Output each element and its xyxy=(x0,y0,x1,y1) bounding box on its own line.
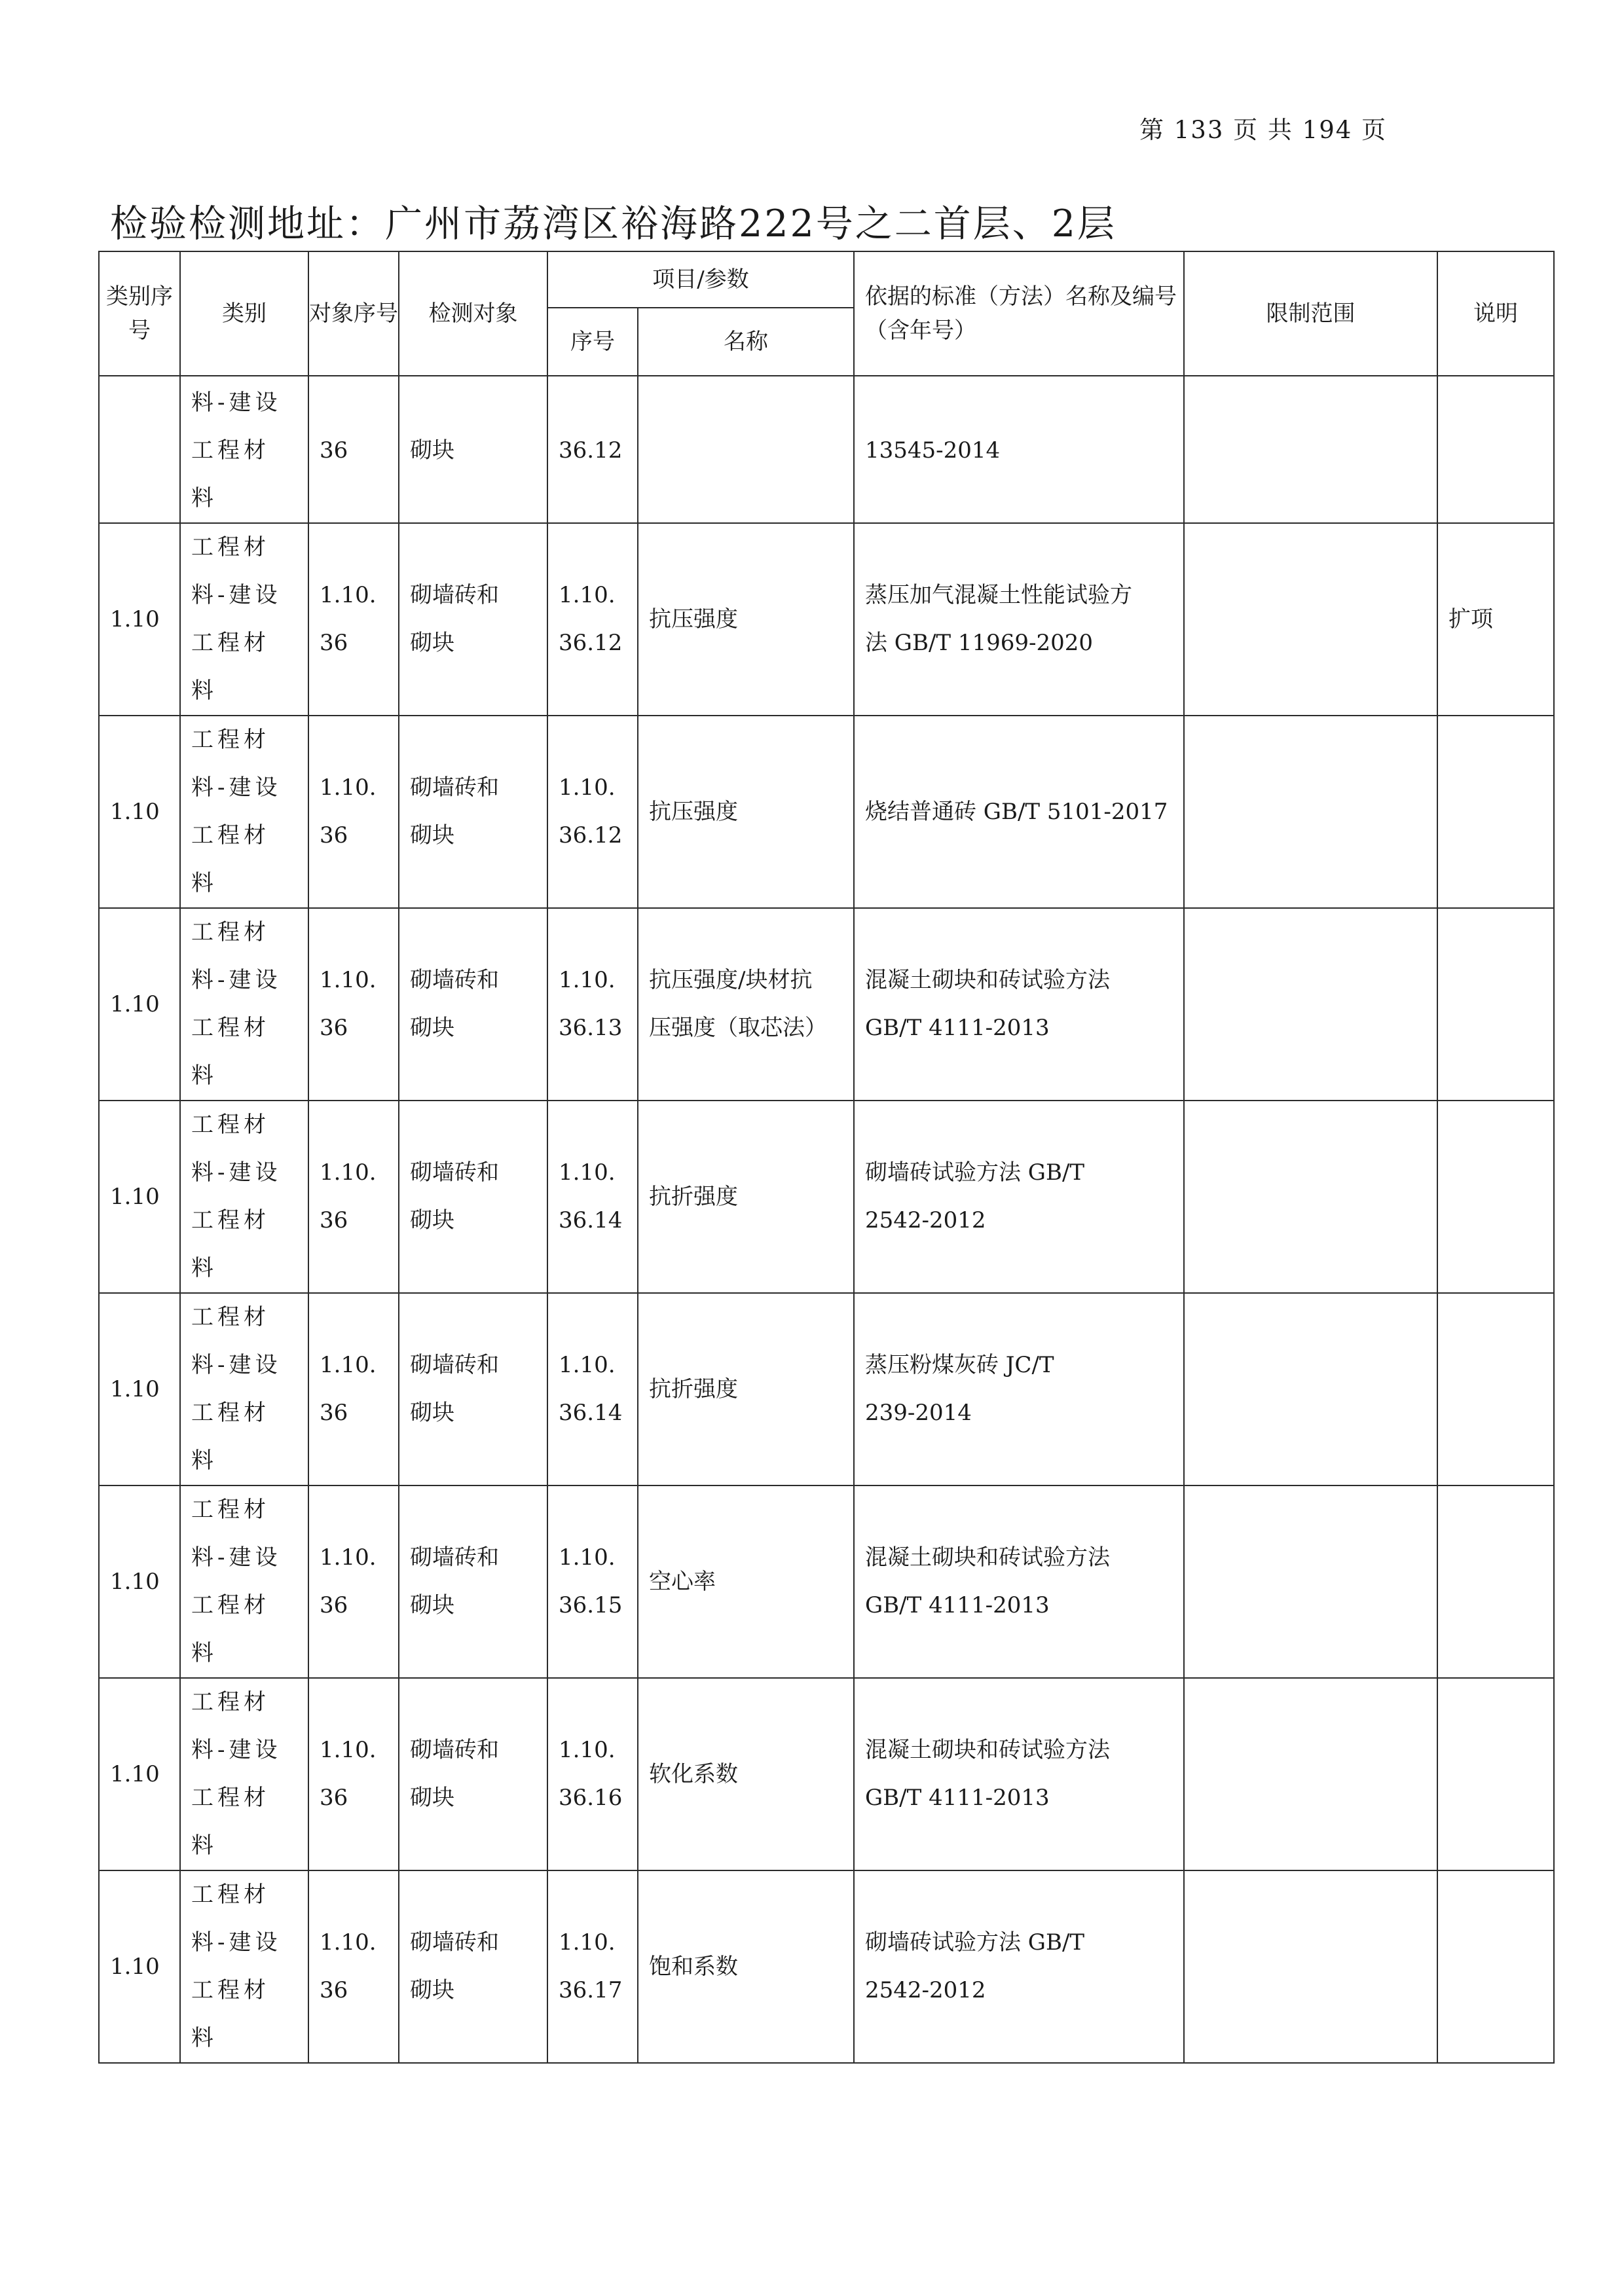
object-no-cell-line: 36 xyxy=(320,437,348,464)
item-no-cell xyxy=(547,1101,638,1293)
category-cell xyxy=(180,523,308,716)
category-cell-line: 料 xyxy=(191,485,217,511)
table-row xyxy=(99,1485,1554,1678)
category-cell-line: 料 xyxy=(191,1832,217,1859)
object-cell xyxy=(399,1485,547,1678)
limit-cell xyxy=(1184,1101,1437,1293)
category-no-cell: 1.10 xyxy=(99,1870,180,2063)
standard-cell-line: 239-2014 xyxy=(865,1400,972,1426)
category-cell-line: 工程材 xyxy=(191,1977,270,2003)
item-no-cell-line: 36.17 xyxy=(559,1977,623,2003)
standard-cell xyxy=(854,1485,1184,1678)
item-name-cell xyxy=(638,1678,854,1870)
standard-cell-line: 2542-2012 xyxy=(865,1977,986,2003)
item-no-cell-line: 1.10. xyxy=(559,774,616,801)
item-name-cell-line: 抗折强度 xyxy=(649,1376,738,1402)
category-cell-line: 料-建设 xyxy=(191,1929,282,1956)
object-no-cell xyxy=(308,1101,399,1293)
item-name-cell-line: 抗压强度/块材抗 xyxy=(649,967,813,993)
object-cell xyxy=(399,1870,547,2063)
item-no-cell xyxy=(547,1870,638,2063)
category-cell-line: 工程材 xyxy=(191,630,270,656)
object-no-cell-line: 36 xyxy=(320,1207,348,1233)
category-cell-line: 工程材 xyxy=(191,1207,270,1233)
note-cell xyxy=(1437,376,1554,523)
category-cell-line: 料 xyxy=(191,2025,217,2051)
table-row xyxy=(99,716,1554,908)
standard-cell xyxy=(854,376,1184,523)
item-no-cell-line: 36.12 xyxy=(559,822,623,848)
category-cell-line: 料-建设 xyxy=(191,774,282,801)
category-cell-line: 料 xyxy=(191,678,217,704)
limit-cell xyxy=(1184,908,1437,1101)
item-name-cell-line: 抗折强度 xyxy=(649,1183,738,1210)
object-cell-line: 砌墙砖和 xyxy=(410,1544,499,1571)
object-no-cell xyxy=(308,1678,399,1870)
category-cell-line: 料 xyxy=(191,1448,217,1474)
category-cell-line: 工程材 xyxy=(191,1785,270,1811)
table-row xyxy=(99,1870,1554,2063)
category-no-cell: 1.10 xyxy=(99,908,180,1101)
category-no-cell: 1.10 xyxy=(99,1101,180,1293)
category-cell xyxy=(180,1293,308,1485)
object-cell xyxy=(399,1101,547,1293)
table-row xyxy=(99,523,1554,716)
limit-cell xyxy=(1184,1678,1437,1870)
category-cell-line: 工程材 xyxy=(191,437,270,464)
standard-cell-line: 砌墙砖试验方法 GB/T xyxy=(865,1929,1085,1956)
table-body xyxy=(99,376,1554,2063)
object-no-cell-line: 1.10. xyxy=(320,1159,377,1186)
note-cell xyxy=(1437,908,1554,1101)
item-no-cell-line: 36.16 xyxy=(559,1785,623,1811)
object-cell xyxy=(399,908,547,1101)
category-cell xyxy=(180,1678,308,1870)
item-no-cell xyxy=(547,1678,638,1870)
testing-address: 检验检测地址：广州市荔湾区裕海路222号之二首层、2层 xyxy=(110,202,1117,246)
category-cell-line: 料 xyxy=(191,1255,217,1281)
category-cell-line: 料-建设 xyxy=(191,582,282,608)
object-no-cell-line: 1.10. xyxy=(320,582,377,608)
item-no-cell-line: 36.14 xyxy=(559,1400,623,1426)
standard-cell-line: 蒸压加气混凝土性能试验方 xyxy=(865,582,1132,608)
object-no-cell xyxy=(308,1870,399,2063)
object-cell xyxy=(399,523,547,716)
object-cell xyxy=(399,1293,547,1485)
object-cell-line: 砌墙砖和 xyxy=(410,1929,499,1956)
standard-cell-line: 砌墙砖试验方法 GB/T xyxy=(865,1159,1085,1186)
item-no-cell xyxy=(547,908,638,1101)
object-no-cell-line: 1.10. xyxy=(320,774,377,801)
category-no-cell: 1.10 xyxy=(99,523,180,716)
category-no-cell: 1.10 xyxy=(99,716,180,908)
category-cell-line: 料-建设 xyxy=(191,1352,282,1378)
category-cell-line: 工程材 xyxy=(191,1497,270,1523)
object-cell xyxy=(399,376,547,523)
standard-cell-line: 混凝土砌块和砖试验方法 xyxy=(865,1544,1110,1571)
standard-cell-line: 混凝土砌块和砖试验方法 xyxy=(865,1737,1110,1763)
category-cell-line: 工程材 xyxy=(191,534,270,560)
standard-cell-line: 蒸压粉煤灰砖 JC/T xyxy=(865,1352,1054,1378)
table-row xyxy=(99,908,1554,1101)
category-cell-line: 工程材 xyxy=(191,1689,270,1715)
standard-cell-line: GB/T 4111-2013 xyxy=(865,1592,1050,1618)
object-no-cell-line: 36 xyxy=(320,1400,348,1426)
object-no-cell xyxy=(308,376,399,523)
object-cell-line: 砌块 xyxy=(410,1207,454,1233)
object-no-cell-line: 36 xyxy=(320,630,348,656)
object-no-cell-line: 36 xyxy=(320,1977,348,2003)
item-name-cell-line: 软化系数 xyxy=(649,1760,738,1787)
category-cell-line: 工程材 xyxy=(191,1592,270,1618)
category-cell-line: 料-建设 xyxy=(191,1159,282,1186)
category-cell-line: 料 xyxy=(191,1640,217,1666)
category-cell-line: 工程材 xyxy=(191,919,270,945)
item-name-cell xyxy=(638,908,854,1101)
header-standard: 依据的标准（方法）名称及编号（含年号） xyxy=(854,251,1184,376)
category-cell xyxy=(180,1485,308,1678)
standard-cell-line: 烧结普通砖 GB/T 5101-2017 xyxy=(865,798,1168,825)
standard-cell-line: GB/T 4111-2013 xyxy=(865,1015,1050,1041)
item-no-cell-line: 1.10. xyxy=(559,967,616,993)
object-cell-line: 砌块 xyxy=(410,630,454,656)
item-name-cell xyxy=(638,716,854,908)
standard-cell xyxy=(854,1870,1184,2063)
category-no-cell: 1.10 xyxy=(99,1678,180,1870)
category-cell-line: 工程材 xyxy=(191,727,270,753)
note-cell xyxy=(1437,1101,1554,1293)
item-no-cell-line: 1.10. xyxy=(559,1929,616,1956)
object-no-cell-line: 36 xyxy=(320,1592,348,1618)
object-no-cell-line: 1.10. xyxy=(320,967,377,993)
category-cell-line: 料-建设 xyxy=(191,1544,282,1571)
object-no-cell-line: 1.10. xyxy=(320,1352,377,1378)
object-no-cell xyxy=(308,716,399,908)
category-cell xyxy=(180,1101,308,1293)
object-cell-line: 砌块 xyxy=(410,1977,454,2003)
table-row xyxy=(99,1678,1554,1870)
standard-cell-line: 混凝土砌块和砖试验方法 xyxy=(865,967,1110,993)
item-no-cell-line: 1.10. xyxy=(559,1159,616,1186)
limit-cell xyxy=(1184,376,1437,523)
header-category: 类别 xyxy=(180,251,308,376)
item-no-cell-line: 1.10. xyxy=(559,1737,616,1763)
limit-cell xyxy=(1184,1870,1437,2063)
standard-cell xyxy=(854,523,1184,716)
standard-cell xyxy=(854,1101,1184,1293)
header-item-param: 项目/参数 xyxy=(547,251,854,308)
standard-cell xyxy=(854,1678,1184,1870)
object-cell xyxy=(399,716,547,908)
object-cell-line: 砌块 xyxy=(410,822,454,848)
item-name-cell-line: 压强度（取芯法） xyxy=(649,1015,827,1041)
standard-cell xyxy=(854,716,1184,908)
limit-cell xyxy=(1184,716,1437,908)
header-note: 说明 xyxy=(1437,251,1554,376)
note-cell: 扩项 xyxy=(1437,523,1554,716)
note-cell xyxy=(1437,1293,1554,1485)
header-category-no: 类别序号 xyxy=(99,251,180,376)
category-cell xyxy=(180,908,308,1101)
object-cell-line: 砌墙砖和 xyxy=(410,582,499,608)
note-cell xyxy=(1437,716,1554,908)
item-name-cell xyxy=(638,523,854,716)
category-cell-line: 工程材 xyxy=(191,822,270,848)
standard-cell-line: GB/T 4111-2013 xyxy=(865,1785,1050,1811)
object-cell-line: 砌墙砖和 xyxy=(410,967,499,993)
object-no-cell-line: 36 xyxy=(320,1785,348,1811)
object-cell-line: 砌墙砖和 xyxy=(410,774,499,801)
category-cell-line: 工程材 xyxy=(191,1112,270,1138)
header-item-name: 名称 xyxy=(638,308,854,376)
object-no-cell xyxy=(308,1293,399,1485)
table-row xyxy=(99,376,1554,523)
category-cell-line: 料-建设 xyxy=(191,1737,282,1763)
limit-cell xyxy=(1184,523,1437,716)
category-no-cell xyxy=(99,376,180,523)
note-cell xyxy=(1437,1870,1554,2063)
item-no-cell-line: 36.14 xyxy=(559,1207,623,1233)
item-no-cell-line: 36.12 xyxy=(559,630,623,656)
category-cell-line: 工程材 xyxy=(191,1882,270,1908)
limit-cell xyxy=(1184,1293,1437,1485)
category-cell-line: 工程材 xyxy=(191,1400,270,1426)
standard-cell-line: 13545-2014 xyxy=(865,437,1001,464)
category-cell-line: 料 xyxy=(191,870,217,896)
category-cell-line: 工程材 xyxy=(191,1304,270,1330)
object-no-cell xyxy=(308,523,399,716)
object-no-cell-line: 1.10. xyxy=(320,1737,377,1763)
item-no-cell-line: 1.10. xyxy=(559,1544,616,1571)
item-name-cell xyxy=(638,1485,854,1678)
table-row xyxy=(99,1293,1554,1485)
limit-cell xyxy=(1184,1485,1437,1678)
object-no-cell xyxy=(308,1485,399,1678)
note-cell xyxy=(1437,1678,1554,1870)
header-limit: 限制范围 xyxy=(1184,251,1437,376)
object-cell-line: 砌块 xyxy=(410,1400,454,1426)
item-no-cell-line: 1.10. xyxy=(559,582,616,608)
item-no-cell xyxy=(547,376,638,523)
item-no-cell-line: 36.13 xyxy=(559,1015,623,1041)
object-cell-line: 砌块 xyxy=(410,1785,454,1811)
category-cell xyxy=(180,376,308,523)
item-name-cell-line: 饱和系数 xyxy=(649,1953,738,1980)
page-number: 第 133 页 共 194 页 xyxy=(1139,116,1388,144)
header-object: 检测对象 xyxy=(399,251,547,376)
item-name-cell-line: 抗压强度 xyxy=(649,606,738,632)
object-cell-line: 砌块 xyxy=(410,1592,454,1618)
object-cell xyxy=(399,1678,547,1870)
object-cell-line: 砌墙砖和 xyxy=(410,1737,499,1763)
category-cell-line: 料-建设 xyxy=(191,967,282,993)
item-no-cell xyxy=(547,523,638,716)
item-no-cell xyxy=(547,1485,638,1678)
category-cell-line: 工程材 xyxy=(191,1015,270,1041)
item-name-cell xyxy=(638,1293,854,1485)
item-no-cell xyxy=(547,716,638,908)
standard-cell-line: 2542-2012 xyxy=(865,1207,986,1233)
note-cell xyxy=(1437,1485,1554,1678)
standard-cell-line: 法 GB/T 11969-2020 xyxy=(865,630,1094,656)
object-no-cell-line: 1.10. xyxy=(320,1929,377,1956)
category-no-cell: 1.10 xyxy=(99,1485,180,1678)
item-name-cell-line: 抗压强度 xyxy=(649,798,738,825)
item-no-cell-line: 1.10. xyxy=(559,1352,616,1378)
item-name-cell-line: 空心率 xyxy=(649,1568,716,1595)
header-object-no: 对象序号 xyxy=(308,251,399,376)
category-cell xyxy=(180,1870,308,2063)
object-cell-line: 砌墙砖和 xyxy=(410,1352,499,1378)
category-no-cell: 1.10 xyxy=(99,1293,180,1485)
object-cell-line: 砌块 xyxy=(410,437,454,464)
object-no-cell-line: 36 xyxy=(320,1015,348,1041)
object-no-cell xyxy=(308,908,399,1101)
object-no-cell-line: 1.10. xyxy=(320,1544,377,1571)
item-name-cell xyxy=(638,376,854,523)
item-no-cell-line: 36.15 xyxy=(559,1592,623,1618)
object-cell-line: 砌块 xyxy=(410,1015,454,1041)
category-cell xyxy=(180,716,308,908)
object-no-cell-line: 36 xyxy=(320,822,348,848)
header-item-no: 序号 xyxy=(547,308,638,376)
item-no-cell xyxy=(547,1293,638,1485)
item-no-cell-line: 36.12 xyxy=(559,437,623,464)
item-name-cell xyxy=(638,1870,854,2063)
testing-scope-table xyxy=(98,251,1555,2064)
category-cell-line: 料 xyxy=(191,1063,217,1089)
item-name-cell xyxy=(638,1101,854,1293)
standard-cell xyxy=(854,908,1184,1101)
object-cell-line: 砌墙砖和 xyxy=(410,1159,499,1186)
standard-cell xyxy=(854,1293,1184,1485)
table-row xyxy=(99,1101,1554,1293)
category-cell-line: 料-建设 xyxy=(191,390,282,416)
